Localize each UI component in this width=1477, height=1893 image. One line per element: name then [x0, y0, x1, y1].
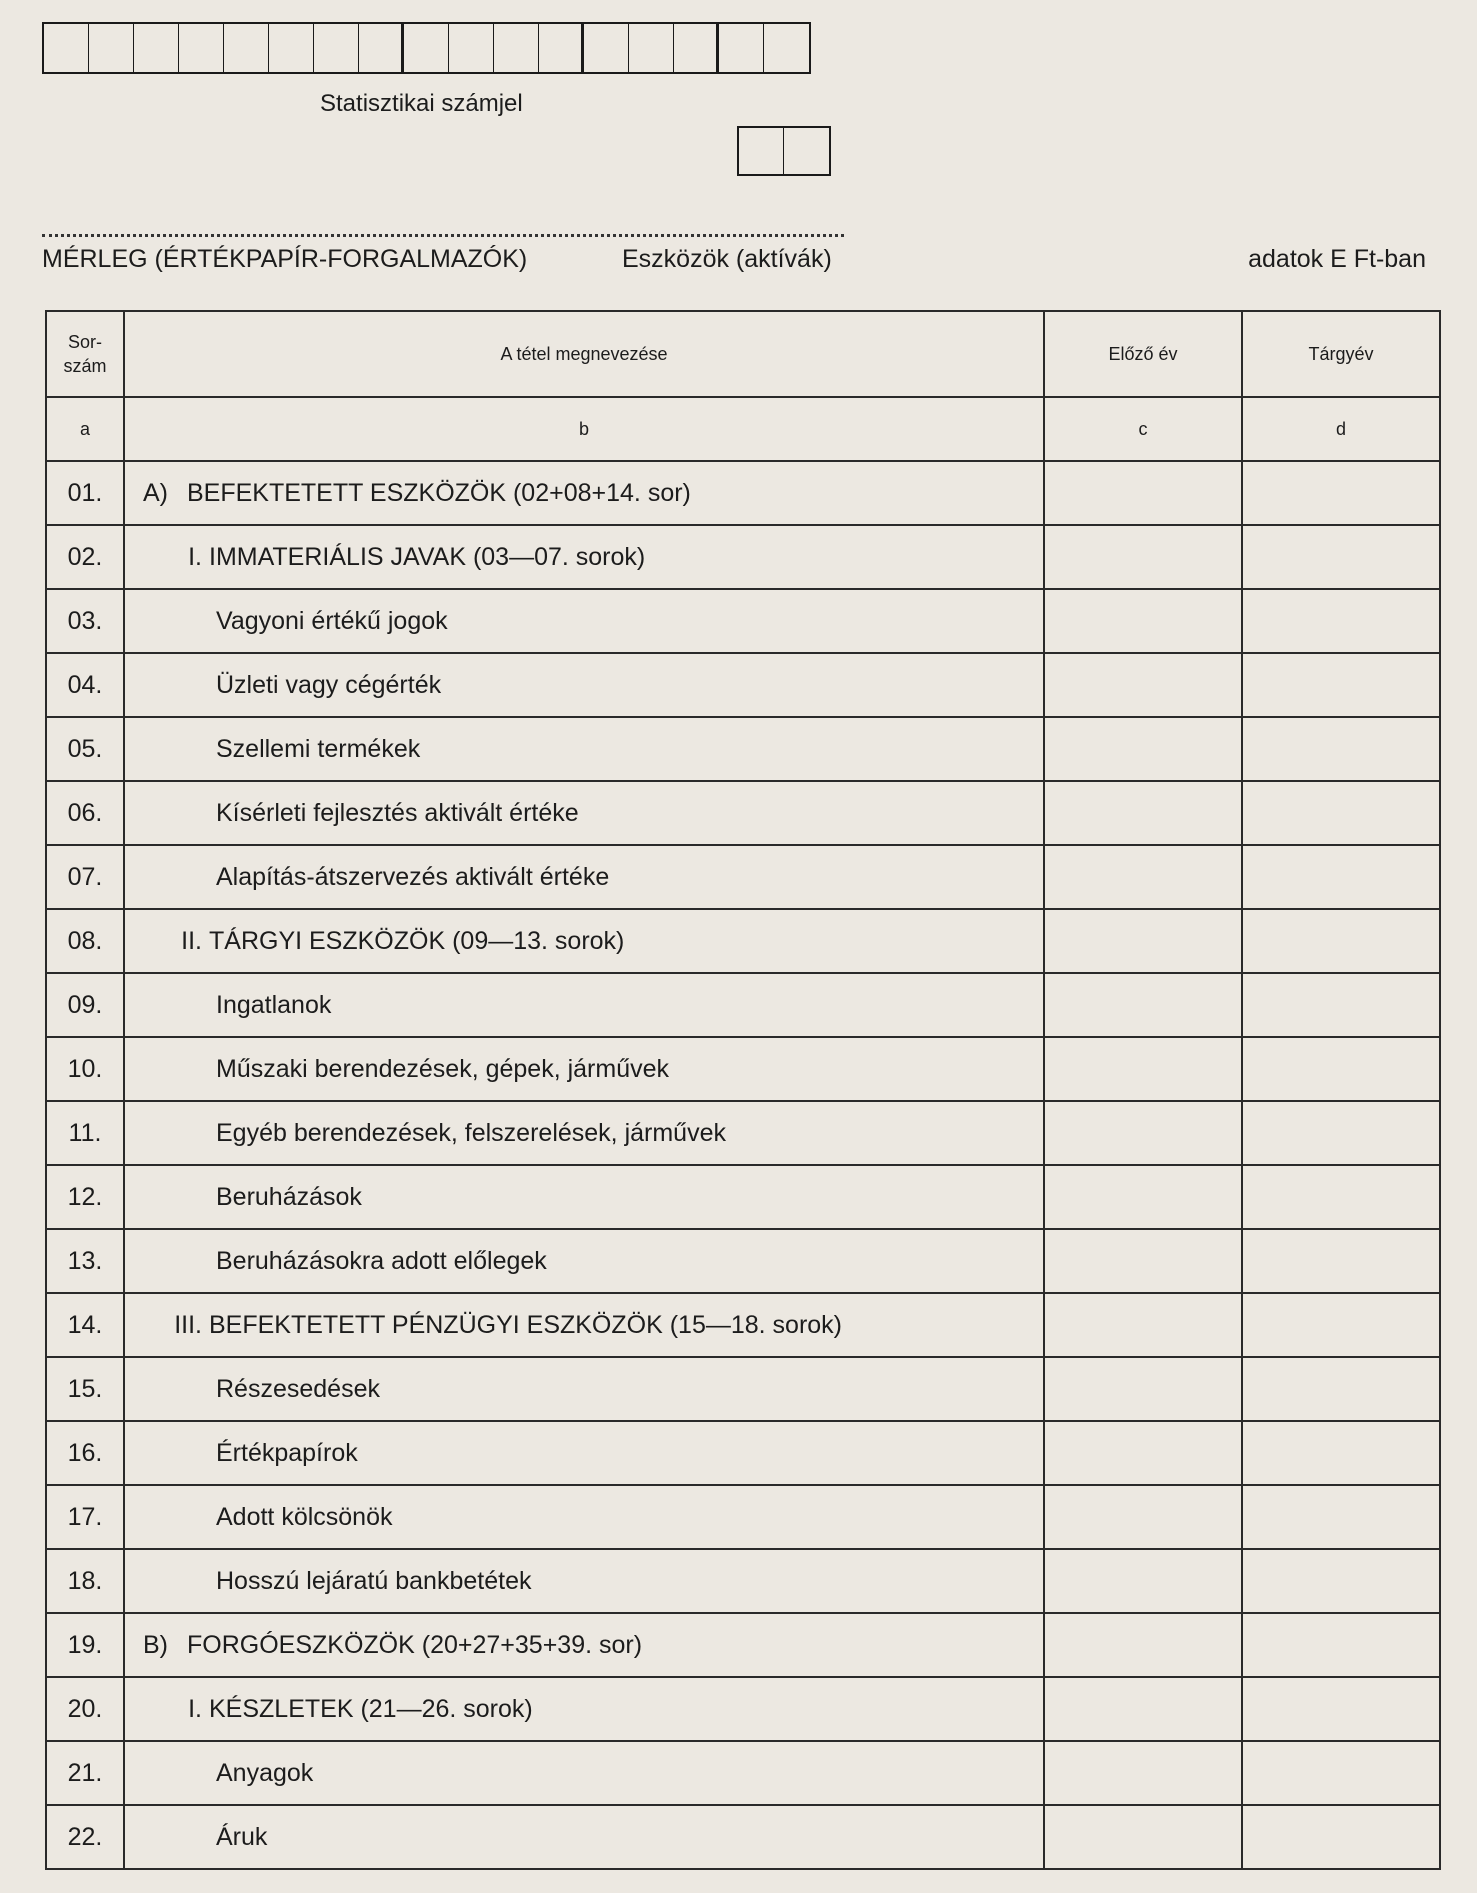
row-label-wrap: [143, 543, 645, 571]
prev-year-input[interactable]: [1044, 1613, 1242, 1677]
row-label: Szellemi termékek: [216, 734, 421, 763]
prev-year-input[interactable]: [1044, 589, 1242, 653]
row-label: Ingatlanok: [216, 990, 332, 1019]
row-label-cell: [124, 1549, 1044, 1613]
curr-year-input[interactable]: [1242, 909, 1440, 973]
row-label-cell: [124, 1485, 1044, 1549]
statistical-id-label: Statisztikai számjel: [320, 90, 523, 117]
row-label: TÁRGYI ESZKÖZÖK (09—13. sorok): [209, 926, 625, 955]
row-label: Alapítás-átszervezés aktivált értéke: [216, 862, 610, 891]
row-label-wrap: [143, 1311, 842, 1339]
id-box[interactable]: [224, 24, 269, 72]
prev-year-input[interactable]: [1044, 1677, 1242, 1741]
prev-year-input[interactable]: [1044, 1293, 1242, 1357]
row-label: Vagyoni értékű jogok: [216, 606, 448, 635]
row-label: Adott kölcsönök: [216, 1502, 393, 1531]
row-label: Anyagok: [216, 1758, 314, 1787]
col-letter: b: [124, 397, 1044, 461]
id-box[interactable]: [449, 24, 494, 72]
units-note: adatok E Ft-ban: [1248, 245, 1426, 273]
table-row: [46, 1613, 1440, 1677]
column-letter-row: [46, 397, 1440, 461]
row-label-cell: [124, 1293, 1044, 1357]
row-number: 04.: [46, 653, 124, 717]
prev-year-input[interactable]: [1044, 1037, 1242, 1101]
balance-table: [45, 310, 1441, 1870]
row-label: FORGÓESZKÖZÖK (20+27+35+39. sor): [187, 1630, 643, 1659]
row-label-cell: [124, 973, 1044, 1037]
col-header-name: A tétel megnevezése: [124, 311, 1044, 397]
row-label-wrap: [143, 735, 420, 763]
row-label-cell: [124, 1357, 1044, 1421]
row-number: 17.: [46, 1485, 124, 1549]
row-number: 18.: [46, 1549, 124, 1613]
row-label: Hosszú lejáratú bankbetétek: [216, 1566, 532, 1595]
col-header-curr-year: Tárgyév: [1242, 311, 1440, 397]
curr-year-input[interactable]: [1242, 1741, 1440, 1805]
curr-year-input[interactable]: [1242, 717, 1440, 781]
row-number: 09.: [46, 973, 124, 1037]
row-label: Kísérleti fejlesztés aktivált értéke: [216, 798, 579, 827]
row-label-wrap: [143, 1247, 547, 1275]
row-label-cell: [124, 1101, 1044, 1165]
table-row: [46, 1549, 1440, 1613]
row-number: 02.: [46, 525, 124, 589]
row-label: Értékpapírok: [216, 1438, 358, 1467]
curr-year-input[interactable]: [1242, 1805, 1440, 1869]
row-label-cell: [124, 1165, 1044, 1229]
row-number: 03.: [46, 589, 124, 653]
code-boxes: [737, 126, 831, 176]
row-prefix: B): [143, 1630, 168, 1659]
row-label-wrap: [143, 1503, 393, 1531]
curr-year-input[interactable]: [1242, 1421, 1440, 1485]
row-label-cell: [124, 525, 1044, 589]
id-box[interactable]: [89, 24, 134, 72]
row-label-wrap: [143, 991, 331, 1019]
row-label: Üzleti vagy cégérték: [216, 670, 442, 699]
curr-year-input[interactable]: [1242, 589, 1440, 653]
id-box[interactable]: [314, 24, 359, 72]
col-letter: d: [1242, 397, 1440, 461]
col-letter: c: [1044, 397, 1242, 461]
row-number: 08.: [46, 909, 124, 973]
prev-year-input[interactable]: [1044, 525, 1242, 589]
row-label: Áruk: [216, 1822, 268, 1851]
prev-year-input[interactable]: [1044, 1805, 1242, 1869]
table-row: [46, 1741, 1440, 1805]
prev-year-input[interactable]: [1044, 909, 1242, 973]
col-header-number-text: Sor- szám: [63, 332, 107, 376]
table-row: [46, 781, 1440, 845]
id-box[interactable]: [539, 24, 584, 72]
row-number: 21.: [46, 1741, 124, 1805]
row-label-wrap: [143, 1759, 313, 1787]
curr-year-input[interactable]: [1242, 1229, 1440, 1293]
row-label-wrap: [143, 671, 441, 699]
row-label-wrap: [143, 1055, 669, 1083]
curr-year-input[interactable]: [1242, 973, 1440, 1037]
id-box[interactable]: [674, 24, 719, 72]
row-label-wrap: [143, 1183, 362, 1211]
curr-year-input[interactable]: [1242, 1677, 1440, 1741]
col-header-number: [46, 311, 124, 397]
code-box[interactable]: [784, 128, 829, 174]
row-label: Részesedések: [216, 1374, 380, 1403]
statistical-id-boxes: [42, 22, 811, 74]
row-label-cell: [124, 589, 1044, 653]
row-label-wrap: [143, 479, 691, 507]
prev-year-input[interactable]: [1044, 845, 1242, 909]
row-label-wrap: [143, 1119, 726, 1147]
row-label-wrap: [143, 1567, 531, 1595]
curr-year-input[interactable]: [1242, 845, 1440, 909]
row-prefix: A): [143, 478, 168, 507]
table-row: [46, 717, 1440, 781]
id-box[interactable]: [584, 24, 629, 72]
table-row: [46, 653, 1440, 717]
row-number: 13.: [46, 1229, 124, 1293]
row-label-cell: [124, 717, 1044, 781]
id-box[interactable]: [179, 24, 224, 72]
table-row: [46, 909, 1440, 973]
row-label-wrap: [143, 1631, 642, 1659]
curr-year-input[interactable]: [1242, 1165, 1440, 1229]
form-title: MÉRLEG (ÉRTÉKPAPÍR-FORGALMAZÓK): [42, 245, 528, 273]
curr-year-input[interactable]: [1242, 1613, 1440, 1677]
row-number: 19.: [46, 1613, 124, 1677]
row-label-cell: [124, 1741, 1044, 1805]
curr-year-input[interactable]: [1242, 781, 1440, 845]
table-row: [46, 1357, 1440, 1421]
row-number: 22.: [46, 1805, 124, 1869]
id-box[interactable]: [629, 24, 674, 72]
row-label-wrap: [143, 799, 579, 827]
table-row: [46, 1421, 1440, 1485]
curr-year-input[interactable]: [1242, 653, 1440, 717]
row-label: Műszaki berendezések, gépek, járművek: [216, 1054, 670, 1083]
curr-year-input[interactable]: [1242, 1293, 1440, 1357]
row-label-cell: [124, 1037, 1044, 1101]
curr-year-input[interactable]: [1242, 1357, 1440, 1421]
row-label-wrap: [143, 1823, 267, 1851]
table-row: [46, 1037, 1440, 1101]
table-row: [46, 461, 1440, 525]
table-row: [46, 1677, 1440, 1741]
row-number: 05.: [46, 717, 124, 781]
curr-year-input[interactable]: [1242, 1037, 1440, 1101]
row-number: 16.: [46, 1421, 124, 1485]
prev-year-input[interactable]: [1044, 781, 1242, 845]
col-letter: a: [46, 397, 124, 461]
prev-year-input[interactable]: [1044, 1485, 1242, 1549]
curr-year-input[interactable]: [1242, 1485, 1440, 1549]
row-number: 14.: [46, 1293, 124, 1357]
form-title-row: [42, 245, 1426, 277]
row-prefix: III.: [174, 1310, 202, 1339]
table-row: [46, 1805, 1440, 1869]
table-row: [46, 1165, 1440, 1229]
row-label-cell: [124, 781, 1044, 845]
id-box[interactable]: [404, 24, 449, 72]
row-number: 06.: [46, 781, 124, 845]
prev-year-input[interactable]: [1044, 1357, 1242, 1421]
prev-year-input[interactable]: [1044, 717, 1242, 781]
row-label-cell: [124, 909, 1044, 973]
row-number: 07.: [46, 845, 124, 909]
curr-year-input[interactable]: [1242, 1101, 1440, 1165]
row-label-cell: [124, 845, 1044, 909]
row-label-wrap: [143, 1375, 380, 1403]
row-prefix: I.: [188, 542, 202, 571]
row-prefix: II.: [181, 926, 202, 955]
table-row: [46, 1101, 1440, 1165]
col-header-prev-year: Előző év: [1044, 311, 1242, 397]
prev-year-input[interactable]: [1044, 653, 1242, 717]
id-box[interactable]: [359, 24, 404, 72]
row-number: 12.: [46, 1165, 124, 1229]
curr-year-input[interactable]: [1242, 525, 1440, 589]
id-box[interactable]: [269, 24, 314, 72]
prev-year-input[interactable]: [1044, 1101, 1242, 1165]
row-label-cell: [124, 1229, 1044, 1293]
row-label-wrap: [143, 1695, 533, 1723]
id-box[interactable]: [764, 24, 809, 72]
table-row: [46, 973, 1440, 1037]
row-number: 01.: [46, 461, 124, 525]
prev-year-input[interactable]: [1044, 461, 1242, 525]
prev-year-input[interactable]: [1044, 1741, 1242, 1805]
curr-year-input[interactable]: [1242, 461, 1440, 525]
row-label-wrap: [143, 607, 448, 635]
row-label-wrap: [143, 863, 609, 891]
table-row: [46, 1485, 1440, 1549]
row-prefix: I.: [188, 1694, 202, 1723]
row-label-cell: [124, 1421, 1044, 1485]
table-row: [46, 525, 1440, 589]
code-box[interactable]: [739, 128, 784, 174]
row-label: IMMATERIÁLIS JAVAK (03—07. sorok): [209, 542, 646, 571]
dotted-divider: [42, 234, 844, 237]
row-label-wrap: [143, 1439, 358, 1467]
id-box[interactable]: [494, 24, 539, 72]
row-label: Beruházások: [216, 1182, 362, 1211]
id-box[interactable]: [719, 24, 764, 72]
row-label: BEFEKTETETT ESZKÖZÖK (02+08+14. sor): [187, 478, 691, 507]
table-row: [46, 589, 1440, 653]
row-label-wrap: [143, 927, 624, 955]
prev-year-input[interactable]: [1044, 1421, 1242, 1485]
row-number: 10.: [46, 1037, 124, 1101]
prev-year-input[interactable]: [1044, 973, 1242, 1037]
curr-year-input[interactable]: [1242, 1549, 1440, 1613]
table-row: [46, 1293, 1440, 1357]
table-row: [46, 845, 1440, 909]
row-number: 20.: [46, 1677, 124, 1741]
row-label: KÉSZLETEK (21—26. sorok): [209, 1694, 533, 1723]
row-label-cell: [124, 1677, 1044, 1741]
row-label-cell: [124, 653, 1044, 717]
row-number: 15.: [46, 1357, 124, 1421]
row-label-cell: [124, 1613, 1044, 1677]
id-box[interactable]: [134, 24, 179, 72]
row-label: BEFEKTETETT PÉNZÜGYI ESZKÖZÖK (15—18. sorok): [209, 1310, 843, 1339]
form-subtitle: Eszközök (aktívák): [622, 245, 832, 273]
prev-year-input[interactable]: [1044, 1229, 1242, 1293]
id-box[interactable]: [44, 24, 89, 72]
row-number: 11.: [46, 1101, 124, 1165]
prev-year-input[interactable]: [1044, 1549, 1242, 1613]
table-header-row: [46, 311, 1440, 397]
row-label-cell: [124, 1805, 1044, 1869]
table-row: [46, 1229, 1440, 1293]
prev-year-input[interactable]: [1044, 1165, 1242, 1229]
row-label: Egyéb berendezések, felszerelések, járművek: [216, 1118, 726, 1147]
row-label-cell: [124, 461, 1044, 525]
row-label: Beruházásokra adott előlegek: [216, 1246, 547, 1275]
